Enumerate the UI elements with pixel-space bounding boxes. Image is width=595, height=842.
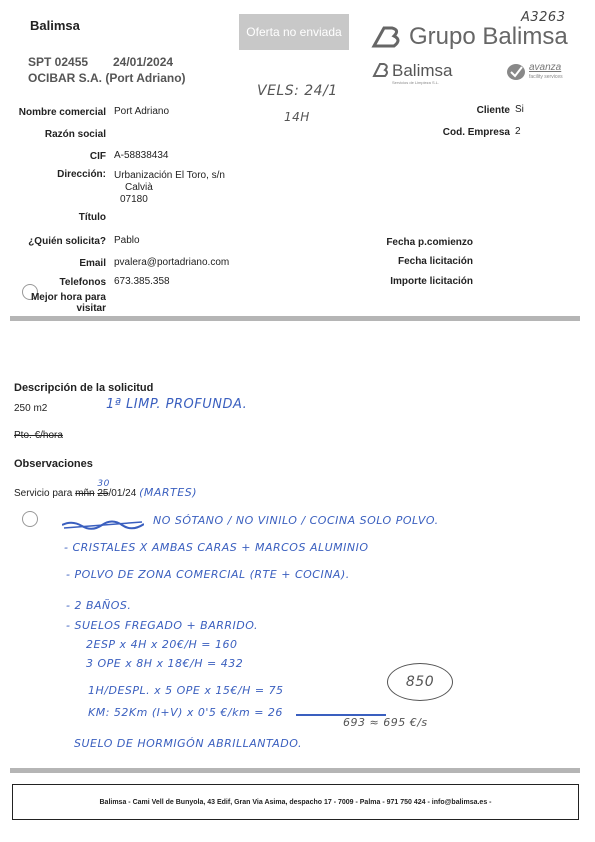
header-date: 24/01/2024 — [113, 55, 174, 69]
service-struck-word: mñn — [75, 488, 95, 499]
handwritten-description: 1ª LIMP. PROFUNDA. — [106, 397, 248, 412]
balimsa-tagline: Servicios de Limpieza S.L. — [392, 80, 440, 85]
scribbled-out-word — [62, 517, 144, 527]
status-badge — [239, 14, 349, 50]
service-weekday-note: (MARTES) — [139, 486, 197, 499]
calc-line-2: 3 OPE x 8H x 18€/H = 432 — [86, 657, 244, 670]
label-fecha-licitacion: Fecha licitación — [397, 256, 473, 267]
handwritten-hour-note: 14H — [284, 110, 310, 124]
label-fecha-comienzo: Fecha p.comienzo — [386, 237, 473, 248]
section-divider-bottom — [10, 768, 580, 773]
service-date-corrected: 30 — [97, 479, 110, 489]
company-name: Balimsa — [30, 18, 80, 33]
status-badge-label: Oferta no enviada — [246, 25, 342, 39]
hw-line-2: - CRISTALES X AMBAS CARAS + MARCOS ALUMINIO — [64, 541, 369, 554]
value-cod-empresa: 2 — [515, 126, 521, 137]
label-cod-empresa: Cod. Empresa — [442, 127, 510, 138]
balimsa-b-logo-icon — [370, 24, 404, 50]
hw-line-5: - SUELOS FREGADO + BARRIDO. — [66, 619, 258, 632]
label-visitar: visitar — [76, 303, 106, 314]
service-date-rest: /01/24 — [108, 488, 137, 499]
description-area: 250 m2 — [14, 403, 48, 414]
service-prefix: Servicio para — [14, 488, 73, 499]
value-cliente: Si — [515, 104, 524, 115]
footer-box — [12, 784, 579, 820]
hw-line-1: NO SÓTANO / NO VINILO / COCINA SOLO POLVO. — [153, 514, 439, 527]
value-cif: A-58838434 — [114, 150, 169, 161]
hw-line-4: - 2 BAÑOS. — [66, 599, 132, 612]
avanza-logo: avanza — [529, 62, 562, 73]
label-cliente: Cliente — [476, 105, 510, 116]
price-per-hour-struck: Pto. €/hora — [14, 430, 63, 441]
label-nombre-comercial: Nombre comercial — [18, 107, 106, 118]
spt-number: SPT 02455 — [28, 55, 89, 69]
section-divider-top — [10, 316, 580, 321]
label-titulo: Título — [78, 212, 106, 223]
handwritten-date-note: VELS: 24/1 — [257, 83, 338, 99]
client-line: OCIBAR S.A. (Port Adriano) — [28, 71, 186, 85]
description-heading: Descripción de la solicitud — [14, 382, 154, 394]
total-calculation: 693 ≈ 695 €/s — [343, 716, 428, 729]
corner-reference: A3263 — [521, 10, 566, 25]
label-importe-licitacion: Importe licitación — [390, 276, 473, 287]
value-codigo-postal: 07180 — [120, 194, 148, 203]
avanza-tagline: facility services — [529, 74, 563, 80]
label-direccion: Dirección: — [57, 169, 106, 180]
observations-heading: Observaciones — [14, 458, 93, 470]
calc-line-3: 1H/DESPL. x 5 OPE x 15€/H = 75 — [88, 684, 284, 697]
value-direccion: Urbanización El Toro, s/n — [114, 170, 225, 181]
label-telefonos: Telefonos — [59, 277, 106, 288]
service-date-struck: 25 — [97, 488, 109, 499]
value-email: pvalera@portadriano.com — [114, 257, 230, 268]
punch-hole-circle-2 — [22, 511, 38, 527]
grupo-balimsa-logo: Grupo Balimsa — [409, 23, 568, 50]
service-line — [14, 479, 197, 499]
value-nombre-comercial: Port Adriano — [114, 106, 170, 117]
hw-final-line: SUELO DE HORMIGÓN ABRILLANTADO. — [74, 737, 302, 750]
label-quien-solicita: ¿Quién solicita? — [28, 236, 106, 247]
label-cif: CIF — [89, 151, 106, 162]
calc-line-4: KM: 52Km (I+V) x 0'5 €/km = 26 — [88, 706, 283, 719]
label-razon-social: Razón social — [44, 129, 106, 140]
balimsa-logo: Balimsa — [392, 61, 453, 80]
value-municipio: Calvià — [125, 182, 153, 193]
balimsa-small-logo-icon — [372, 62, 390, 78]
calc-line-1: 2ESP x 4H x 20€/H = 160 — [86, 638, 238, 651]
label-email: Email — [79, 258, 106, 269]
circled-total-value: 850 — [405, 674, 435, 690]
value-quien-solicita: Pablo — [114, 235, 140, 246]
hw-line-3: - POLVO DE ZONA COMERCIAL (RTE + COCINA). — [66, 568, 350, 581]
circled-total — [387, 663, 453, 701]
footer-text: Balimsa - Cami Vell de Bunyola, 43 Edif, Gran Via Asima, despacho 17 - 7009 - Palma - 971 750 424 - info@balimsa.es - — [99, 798, 492, 806]
avanza-check-icon — [506, 63, 526, 81]
value-telefonos: 673.385.358 — [114, 276, 170, 287]
label-mejor-hora: Mejor hora para — [30, 292, 106, 303]
